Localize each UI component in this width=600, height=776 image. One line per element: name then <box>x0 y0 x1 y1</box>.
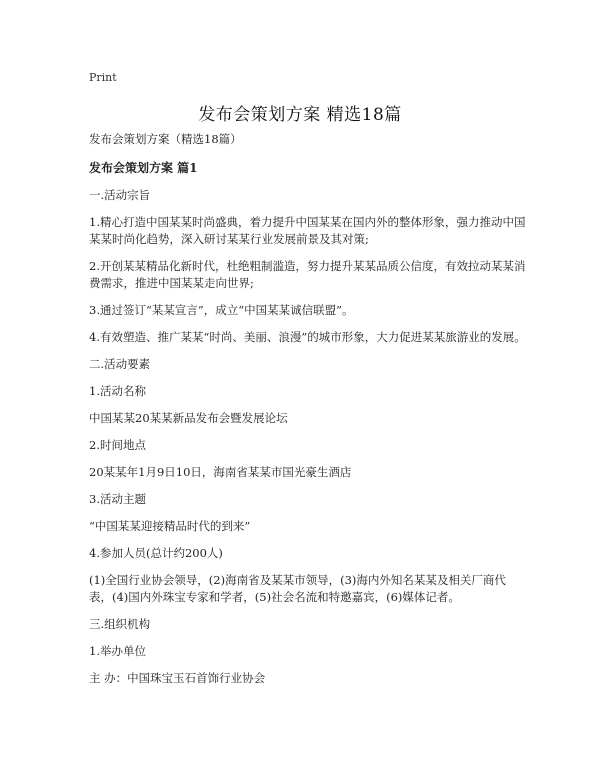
body-paragraph: 4.有效塑造、推广某某“时尚、美丽、浪漫”的城市形象，大力促进某某旅游业的发展。 <box>89 330 526 344</box>
body-paragraph: 主 办：中国珠宝玉石首饰行业协会 <box>89 671 266 685</box>
section-heading-elements: 二.活动要素 <box>89 357 151 371</box>
body-paragraph: 2.开创某某精品化新时代，杜绝粗制滥造，努力提升某某品质公信度，有效拉动某某消费需求，推进中国某某走向世界; <box>89 259 526 290</box>
document-title: 发布会策划方案 精选18篇 <box>198 105 402 125</box>
body-paragraph: 4.参加人员(总计约200人) <box>89 546 223 560</box>
subtitle-paragraph: 发布会策划方案（精选18篇） <box>89 132 242 146</box>
body-paragraph: 中国某某20某某新品发布会暨发展论坛 <box>89 411 288 425</box>
body-paragraph: 2.时间地点 <box>89 438 146 452</box>
body-paragraph: 1.活动名称 <box>89 384 146 398</box>
body-paragraph: 1.精心打造中国某某时尚盛典，着力提升中国某某在国内外的整体形象，强力推动中国某某时尚化趋势，深入研讨某某行业发展前景及其对策; <box>89 215 526 246</box>
body-paragraph: (1)全国行业协会领导，(2)海南省及某某市领导，(3)海内外知名某某及相关厂商代表，(4)国内外珠宝专家和学者，(5)社会名流和特邀嘉宾，(6)媒体记者。 <box>89 573 506 604</box>
section-heading-organization: 三.组织机构 <box>89 617 151 631</box>
body-paragraph: 20某某年1月9日10日，海南省某某市国光豪生酒店 <box>89 465 352 479</box>
section-heading-purpose: 一.活动宗旨 <box>89 188 151 202</box>
body-paragraph: 1.举办单位 <box>89 644 146 658</box>
body-paragraph: “中国某某迎接精品时代的到来” <box>89 519 251 533</box>
document-body <box>89 131 527 697</box>
body-paragraph: 3.活动主题 <box>89 492 146 506</box>
body-paragraph: 3.通过签订“某某宣言”，成立“中国某某诚信联盟”。 <box>89 303 354 317</box>
print-label[interactable]: Print <box>89 71 117 84</box>
section-heading: 发布会策划方案 篇1 <box>89 161 198 175</box>
